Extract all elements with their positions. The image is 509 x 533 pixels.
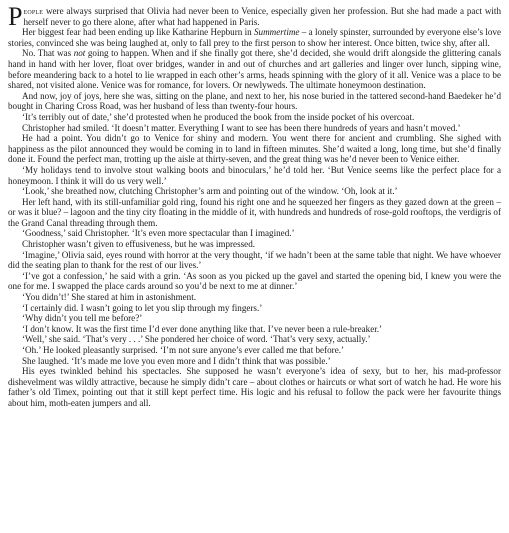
paragraph-21: She laughed. ‘It’s made me love you even more and I didn’t think that was possible.’	[22, 355, 331, 366]
paragraph-10: Her left hand, with its still-unfamiliar gold ring, found his right one and he squeezed her fingers as they gazed down at the green – or was it blue? – lagoon and the tiny city floating in the middle of it, with hundreds and hundreds of rose-gold rooftops, the verdigris of the Grand Canal threading through them.	[8, 196, 501, 228]
paragraph-11: ‘Goodness,’ said Christopher. ‘It’s even more spectacular than I imagined.’	[22, 228, 295, 239]
paragraph-text: were always surprised that Olivia had never been to Venice, especially given her profession. But she had made a pact with herself never to go there alone, after what had happened in Paris.	[23, 6, 501, 27]
film-title: Summertime	[254, 27, 300, 38]
paragraph-18: ‘I don’t know. It was the first time I’d ever done anything like that. I’ve never been a rule-breaker.’	[22, 323, 383, 334]
paragraph-5: ‘It’s terribly out of date,’ she’d protested when he produced the book from the inside pocket of his overcoat.	[22, 111, 415, 122]
paragraph-1	[8, 2, 501, 31]
emphasis-text: not	[73, 48, 86, 59]
paragraph-12: Christopher wasn’t given to effusiveness, but he was impressed.	[22, 239, 256, 250]
paragraph-6: Christopher had smiled. ‘It doesn’t matter. Everything I want to see has been there hundreds of years and hasn’t moved.’	[22, 122, 461, 133]
drop-cap: P	[8, 2, 23, 31]
paragraph-16: ‘I certainly did. I wasn’t going to let you slip through my fingers.’	[22, 302, 263, 313]
paragraph-14: ‘I’ve got a confession,’ he said with a grin. ‘As soon as you picked up the gavel and started the opening bid, I knew you were the one for me. I swapped the place cards around so you’d be next to me at dinner.’	[8, 270, 501, 292]
paragraph-20: ‘Oh.’ He looked pleasantly surprised. ‘I’m not sure anyone’s ever called me that before.’	[22, 345, 345, 355]
paragraph-3	[8, 48, 501, 90]
paragraph-4: And now, joy of joys, here she was, sitting on the plane, and next to her, his nose buried in the tattered second-hand Baedeker he’d bought in Charing Cross Road, was her husband of less than twenty-four hours.	[8, 90, 501, 112]
paragraph-text: No. That was	[22, 48, 74, 59]
paragraph-9: ‘Look,’ she breathed now, clutching Christopher’s arm and pointing out of the window. ‘Oh, look at it.’	[22, 186, 398, 197]
paragraph-text: – a lonely spinster, surrounded by everyone else’s love stories, convinced she was being laughed at, only to fall prey to the first person to show her interest. Once bitten, twice shy, after all.	[8, 27, 501, 48]
paragraph-19: ‘Well,’ she said. ‘That’s very . . .’ She pondered her choice of word. ‘That’s very sexy, actually.’	[22, 334, 371, 345]
paragraph-2	[8, 27, 501, 48]
paragraph-text: Her biggest fear had been ending up like Katharine Hepburn in	[22, 27, 254, 38]
paragraph-text: going to happen. When and if she finally got there, she’d decided, she would drift alongside the glittering canals hand in hand with her lover, float over bridges, wander in and out of churches and art galleries and linger over lunch, sipping wine, before meandering back to a hotel to lie wrapped in each other’s arms, heads spinning with the glory of it all. Venice was a place to be shared, not visited alone. Venice was for romance, for lovers. Or newlyweds. The ultimate honeymoon destination.	[8, 48, 501, 91]
paragraph-22: His eyes twinkled behind his spectacles. She supposed he wasn’t everyone’s idea of sexy, but to her, his mad-professor dishevelment was wildly attractive, because he simply didn’t care – about clothes or haircuts or what sort of watch he had. He wore his father’s old Timex, pointing out that it still kept perfect time. His logic and his refusal to follow the pack were her favourite things about him, moth-eaten jumpers and all.	[8, 366, 501, 408]
opening-small-caps: eople	[23, 6, 44, 16]
paragraph-7: He had a point. You didn’t go to Venice for shiny and modern. You went there for ancient and crumbling. She sighed with happiness as the pilot announced they would be coming in to land in fifteen minutes. She’d waited a long, long time, but she’d finally done it. Found the perfect man, trotting up the aisle at thirty-seven, and the great thing was he’d never been to Venice either.	[8, 133, 501, 165]
paragraph-15: ‘You didn’t!’ She stared at him in astonishment.	[22, 292, 197, 303]
paragraph-8: ‘My holidays tend to involve stout walking boots and binoculars,’ he’d told her. ‘But Venice seems like the perfect place for a honeymoon. I think it will do us very well.’	[8, 164, 501, 186]
paragraph-17: ‘Why didn’t you tell me before?’	[22, 313, 143, 324]
paragraph-13: ‘Imagine,’ Olivia said, eyes round with horror at the very thought, ‘if we hadn’t been at the same table that night. We have whoever did the seating plan to thank for the rest of our lives.’	[8, 249, 501, 271]
